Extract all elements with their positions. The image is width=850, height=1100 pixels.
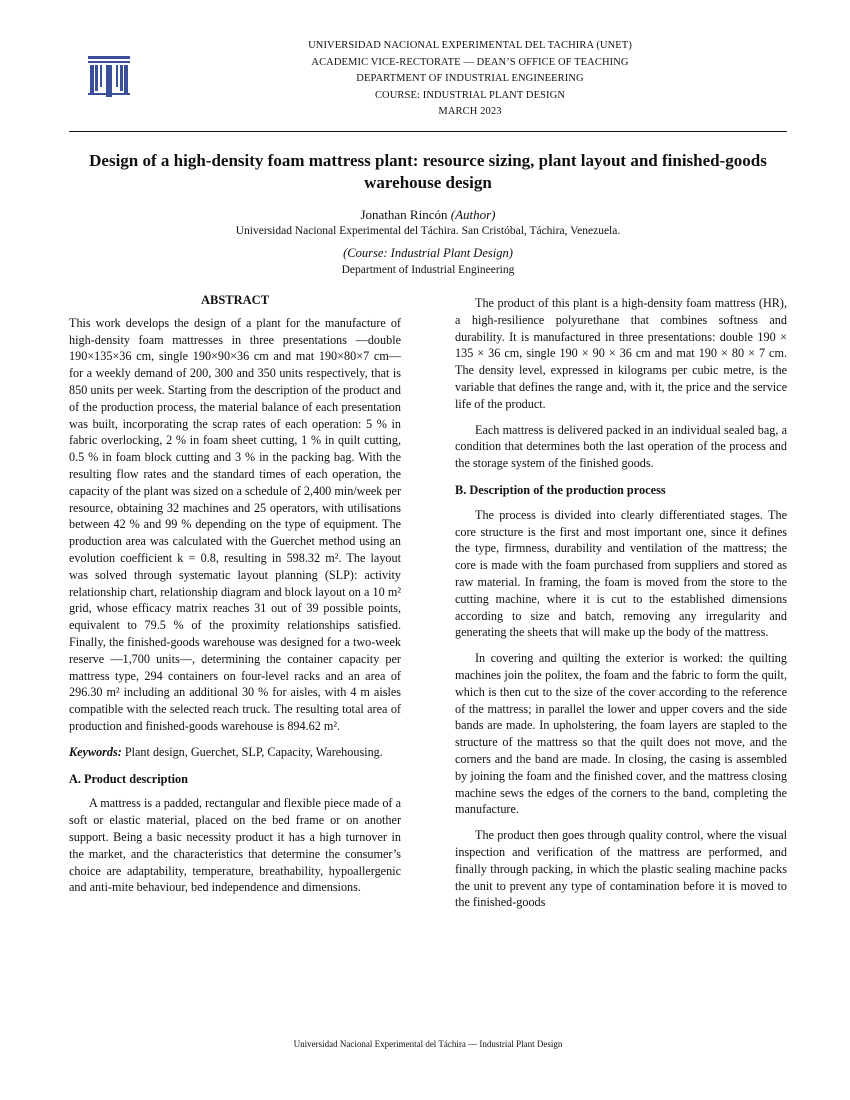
section-b-heading: B. Description of the production process (455, 482, 666, 497)
header-line: MARCH 2023 (438, 106, 502, 117)
abstract-text: This work develops the design of a plant for the manufacture of high-density foam mattresses in three presentations —double 190×135×36 cm, single 190×90×36 cm and mat 190×80×7 cm— for a weekly demand of 200, 300 and 350 units respectively, that is 850 units per week. Starting from the description of the product and of the production process, the material balance of each presentation was built, incorporating the scrap rates of each operation: 5 % in fabric overlocking, 2 % in foam sheet cutting, 1 % in quilt cutting, 0.5 % in foam block cutting and 3 % in the packing bag. With the resulting flow rates and the standard times of each operation, the capacity of the plant was sized on a schedule of 2,400 min/week per resource, obtaining 32 machines and 25 operators, with utilisations between 42 % and 99 % depending on the type of equipment. The production area was calculated with the Guerchet method using an evolution coefficient k = 0.8, resulting in 598.32 m². The layout was solved through systematic layout planning (SLP): activity relationship chart, relationship diagram and block layout on a 10 m² grid, whose efficacy matrix reaches 31 out of 39 possible points, equivalent to 79.5 % of the proximity relationships satisfied. Finally, the finished-goods warehouse was designed for a two-week reserve —1,700 units—, determining the container capacity per mattress type, 294 containers on four-level racks and an area of 296.30 m² including an additional 30 % for aisles, with 4 m aisles compatible with the selected reach truck. The resulting total area of production and finished-goods warehouse is 894.62 m². (69, 315, 401, 733)
author-line (69, 206, 787, 223)
header-line: DEPARTMENT OF INDUSTRIAL ENGINEERING (356, 73, 584, 84)
department-label: Department of Industrial Engineering (341, 264, 515, 276)
author-affiliation: Universidad Nacional Experimental del Táchira. San Cristóbal, Táchira, Venezuela. (235, 225, 621, 237)
section-a-paragraph-2: The product of this plant is a high-density foam mattress (HR), a high-resilience polyurethane that combines softness and durability. It is manufactured in three presentations: double 190 × 135 × 36 cm, single 190 × 90 × 36 cm and mat 190 × 80 × 7 cm. The density level, expressed in kilograms per cubic metre, is the variable that defines the range and, with it, the price and the service life of the product. (455, 296, 787, 411)
header-line: ACADEMIC VICE-RECTORATE — DEAN’S OFFICE OF TEACHING (311, 56, 629, 68)
header-line: UNIVERSIDAD NACIONAL EXPERIMENTAL DEL TACHIRA (UNET) (308, 40, 632, 51)
institution-header (230, 38, 710, 121)
left-column (69, 292, 401, 905)
section-a-paragraph-3: Each mattress is delivered packed in an individual sealed bag, a condition that determines both the last operation of the process and the storage system of the finished goods. (455, 422, 787, 471)
paper-title: Design of a high-density foam mattress plant: resource sizing, plant layout and finished-goods warehouse design (89, 151, 767, 192)
section-b-paragraph-1: The process is divided into clearly differentiated stages. The core structure is the first and most important one, since it defines the type, firmness, durability and ventilation of the mattress; the core is made with the foam purchased from suppliers and stored as raw material. In framing, the foam is moved from the store to the cutting machine, where it is cut to the established dimensions according to size and batch, removing any irregularity and generating the sheets that will make up the body of the mattress. (455, 507, 787, 640)
author-block (69, 206, 787, 278)
course-label: (Course: Industrial Plant Design) (343, 246, 513, 260)
header-line: COURSE: INDUSTRIAL PLANT DESIGN (374, 89, 566, 101)
section-a-heading: A. Product description (69, 771, 188, 786)
abstract-heading: ABSTRACT (200, 293, 270, 307)
keywords (69, 744, 401, 761)
section-a-paragraph-1: A mattress is a padded, rectangular and flexible piece made of a soft or elastic material, placed on the bed frame or on another support. Being a basic necessity product it has a high turnover in the market, and the characteristics that determine the consumer’s choice are adaptability, temperature, breathability, hypoallergenic and anti-mite behaviour, bed independence and dimensions. (69, 796, 401, 895)
keywords-list: Plant design, Guerchet, SLP, Capacity, Warehousing. (124, 744, 383, 759)
keywords-label: Keywords: (69, 744, 122, 759)
page-footer: Universidad Nacional Experimental del Táchira — Industrial Plant Design (293, 1039, 563, 1049)
author-role: (Author) (450, 207, 496, 222)
header-divider (69, 131, 787, 132)
unet-logo-icon (86, 53, 132, 99)
section-b-paragraph-3: The product then goes through quality control, where the visual inspection and verification of the mattress are performed, and finally through packing, in which the plastic sealing machine packs the unit to prevent any type of contamination before it is moved to the finished-goods (455, 828, 787, 910)
author-name: Jonathan Rincón (360, 207, 448, 222)
section-b-paragraph-2: In covering and quilting the exterior is worked: the quilting machines join the politex, the foam and the fabric to form the quilt, which is then cut to the size of the cover according to the reference of the mattress; in parallel the lower and upper covers and the side bands are made. In upholstering, the foam layers are stapled to the structure of the mattress so that the quilt does not move, and the corners and the band are made. In closing, the casing is assembled by joining the foam and the finished cover, and the mattress closing machine sews the edges of the corners to the band, completing the manufacture. (455, 651, 787, 817)
right-column (455, 295, 787, 920)
